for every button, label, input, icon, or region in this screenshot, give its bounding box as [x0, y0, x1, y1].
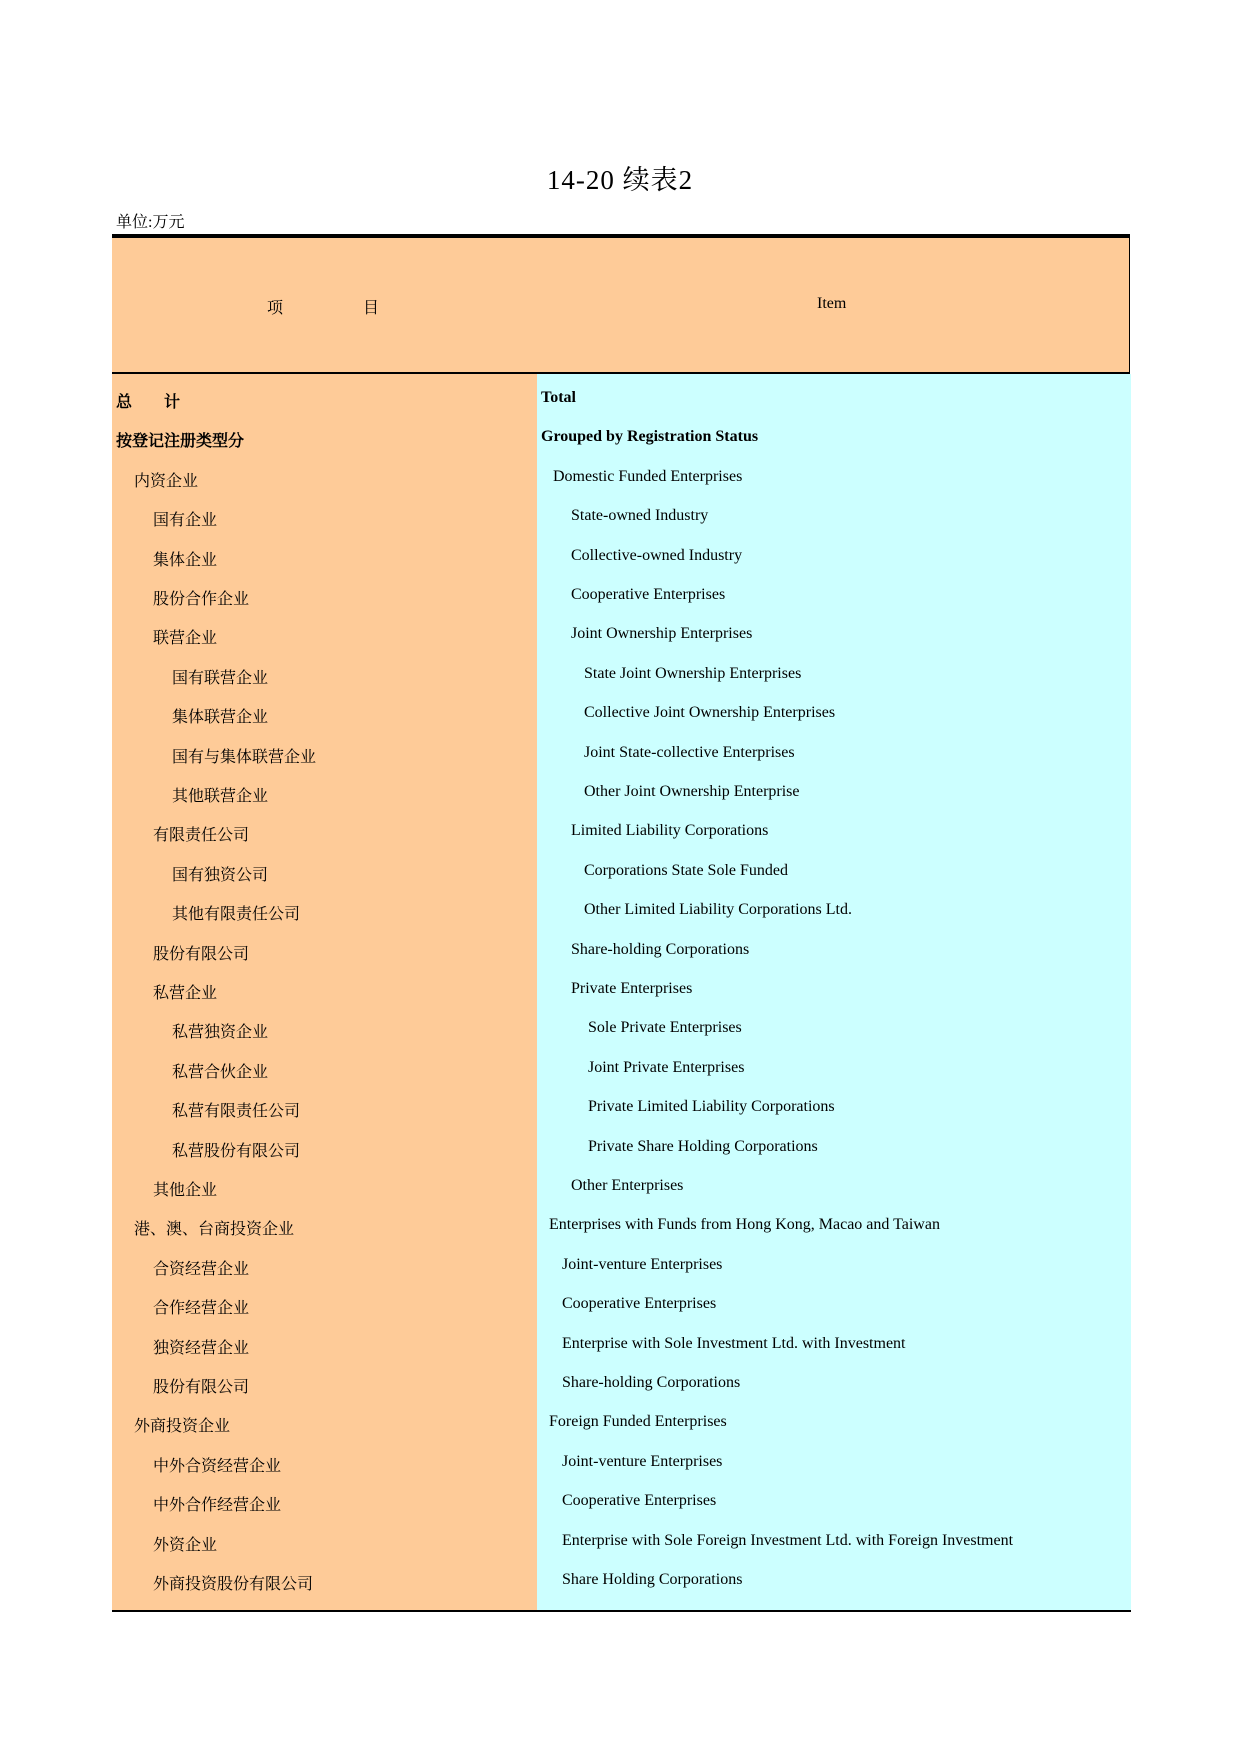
row-label-cn: 股份合作企业 — [153, 591, 250, 608]
row-label-cn: 港、澳、台商投资企业 — [134, 1221, 295, 1239]
table-row — [112, 1089, 1131, 1128]
table-row — [112, 1207, 1131, 1246]
row-label-en: Private Share Holding Corporations — [588, 1137, 818, 1155]
row-label-cn: 总 计 — [116, 394, 181, 411]
row-label-cn: 其他联营企业 — [172, 788, 269, 805]
row-label-en: Cooperative Enterprises — [562, 1295, 717, 1313]
table-body — [112, 374, 1131, 1612]
row-label-en: Collective-owned Industry — [571, 546, 743, 564]
row-label-en: Joint State-collective Enterprises — [584, 743, 795, 761]
table-row — [112, 1483, 1131, 1522]
row-label-cn: 集体企业 — [153, 551, 218, 569]
row-label-cn: 股份有限公司 — [153, 945, 250, 963]
row-label-cn: 内资企业 — [134, 472, 199, 490]
row-label-en: Other Enterprises — [571, 1177, 684, 1194]
row-label-cn: 合作经营企业 — [153, 1300, 250, 1318]
table-row — [112, 1129, 1131, 1168]
row-label-cn: 外商投资企业 — [134, 1418, 231, 1436]
table-row — [112, 1326, 1131, 1365]
row-label-en: State Joint Ownership Enterprises — [584, 664, 802, 682]
row-label-cn: 股份有限公司 — [153, 1379, 250, 1396]
table-row — [112, 380, 1131, 419]
row-label-cn: 国有联营企业 — [172, 669, 269, 687]
row-label-cn: 外商投资股份有限公司 — [153, 1576, 314, 1593]
table-row — [112, 1050, 1131, 1089]
row-label-en: Share Holding Corporations — [562, 1571, 743, 1588]
row-label-cn: 其他有限责任公司 — [172, 906, 301, 924]
row-label-en: Sole Private Enterprises — [588, 1019, 742, 1037]
table-row — [112, 774, 1131, 813]
row-label-cn: 其他企业 — [153, 1182, 218, 1199]
table-row — [112, 1562, 1131, 1601]
row-label-en: State-owned Industry — [571, 507, 709, 525]
row-label-en: Domestic Funded Enterprises — [553, 467, 743, 485]
row-label-en: Cooperative Enterprises — [562, 1492, 717, 1510]
row-label-en: Joint Ownership Enterprises — [571, 625, 753, 643]
table-header — [112, 234, 1130, 374]
table-row — [112, 419, 1131, 458]
table-row — [112, 498, 1131, 537]
row-label-en: Share-holding Corporations — [571, 940, 750, 958]
row-label-cn: 私营独资企业 — [172, 1024, 269, 1042]
table-row — [112, 459, 1131, 498]
row-label-cn: 中外合资经营企业 — [153, 1457, 282, 1475]
table-row — [112, 813, 1131, 852]
row-label-cn: 有限责任公司 — [153, 827, 250, 845]
row-label-en: Private Limited Liability Corporations — [588, 1098, 835, 1116]
row-label-en: Enterprise with Sole Investment Ltd. with Investment — [562, 1334, 906, 1352]
row-label-cn: 私营企业 — [153, 985, 218, 1002]
row-label-cn: 国有与集体联营企业 — [172, 748, 317, 766]
table-row — [112, 616, 1131, 655]
row-label-cn: 私营合伙企业 — [172, 1063, 269, 1081]
row-label-en: Enterprise with Sole Foreign Investment Ltd. with Foreign Investment — [562, 1531, 1014, 1549]
row-label-en: Grouped by Registration Status — [541, 428, 759, 446]
table-row — [112, 892, 1131, 931]
table-row — [112, 1404, 1131, 1443]
unit-label: 单位:万元 — [116, 214, 185, 231]
row-label-en: Cooperative Enterprises — [571, 586, 726, 603]
row-label-cn: 集体联营企业 — [172, 709, 269, 727]
table-row — [112, 932, 1131, 971]
row-label-en: Joint-venture Enterprises — [562, 1452, 723, 1470]
header-item-cn — [267, 295, 459, 318]
row-label-en: Corporations State Sole Funded — [584, 861, 788, 879]
table-row — [112, 538, 1131, 577]
table-row — [112, 695, 1131, 734]
row-label-cn: 合资经营企业 — [153, 1260, 250, 1278]
header-cn-char-1: 项 — [267, 300, 284, 317]
row-label-en: Enterprises with Funds from Hong Kong, Macao and Taiwan — [549, 1216, 940, 1234]
row-label-en: Other Limited Liability Corporations Ltd. — [584, 901, 852, 919]
row-label-en: Joint-venture Enterprises — [562, 1255, 723, 1273]
table-row — [112, 1247, 1131, 1286]
data-table — [112, 234, 1131, 1612]
table-row — [112, 656, 1131, 695]
row-label-cn: 联营企业 — [153, 630, 218, 648]
row-label-cn: 中外合作经营企业 — [153, 1497, 282, 1515]
row-label-en: Share-holding Corporations — [562, 1374, 741, 1391]
table-row — [112, 1444, 1131, 1483]
row-label-cn: 按登记注册类型分 — [116, 433, 245, 451]
page-title: 14-20 续表2 — [546, 165, 694, 195]
row-label-en: Foreign Funded Enterprises — [549, 1413, 727, 1431]
table-row — [112, 735, 1131, 774]
table-row — [112, 1286, 1131, 1325]
row-label-cn: 私营有限责任公司 — [172, 1103, 301, 1121]
table-row — [112, 1365, 1131, 1404]
row-label-en: Collective Joint Ownership Enterprises — [584, 704, 836, 722]
row-label-cn: 私营股份有限公司 — [172, 1142, 301, 1160]
row-label-cn: 外资企业 — [153, 1536, 218, 1554]
row-label-cn: 国有独资公司 — [172, 866, 269, 884]
header-cn-char-2: 目 — [363, 300, 380, 317]
row-label-cn: 国有企业 — [153, 512, 218, 530]
row-label-en: Limited Liability Corporations — [571, 822, 769, 840]
table-row — [112, 853, 1131, 892]
table-row — [112, 1010, 1131, 1049]
table-row — [112, 577, 1131, 616]
row-label-cn: 独资经营企业 — [153, 1339, 250, 1357]
table-row — [112, 971, 1131, 1010]
header-item-en: Item — [817, 295, 847, 312]
table-row — [112, 1523, 1131, 1562]
row-label-en: Private Enterprises — [571, 980, 693, 997]
table-row — [112, 1168, 1131, 1207]
row-label-en: Total — [541, 389, 576, 406]
row-label-en: Joint Private Enterprises — [588, 1058, 745, 1076]
row-label-en: Other Joint Ownership Enterprise — [584, 783, 800, 800]
